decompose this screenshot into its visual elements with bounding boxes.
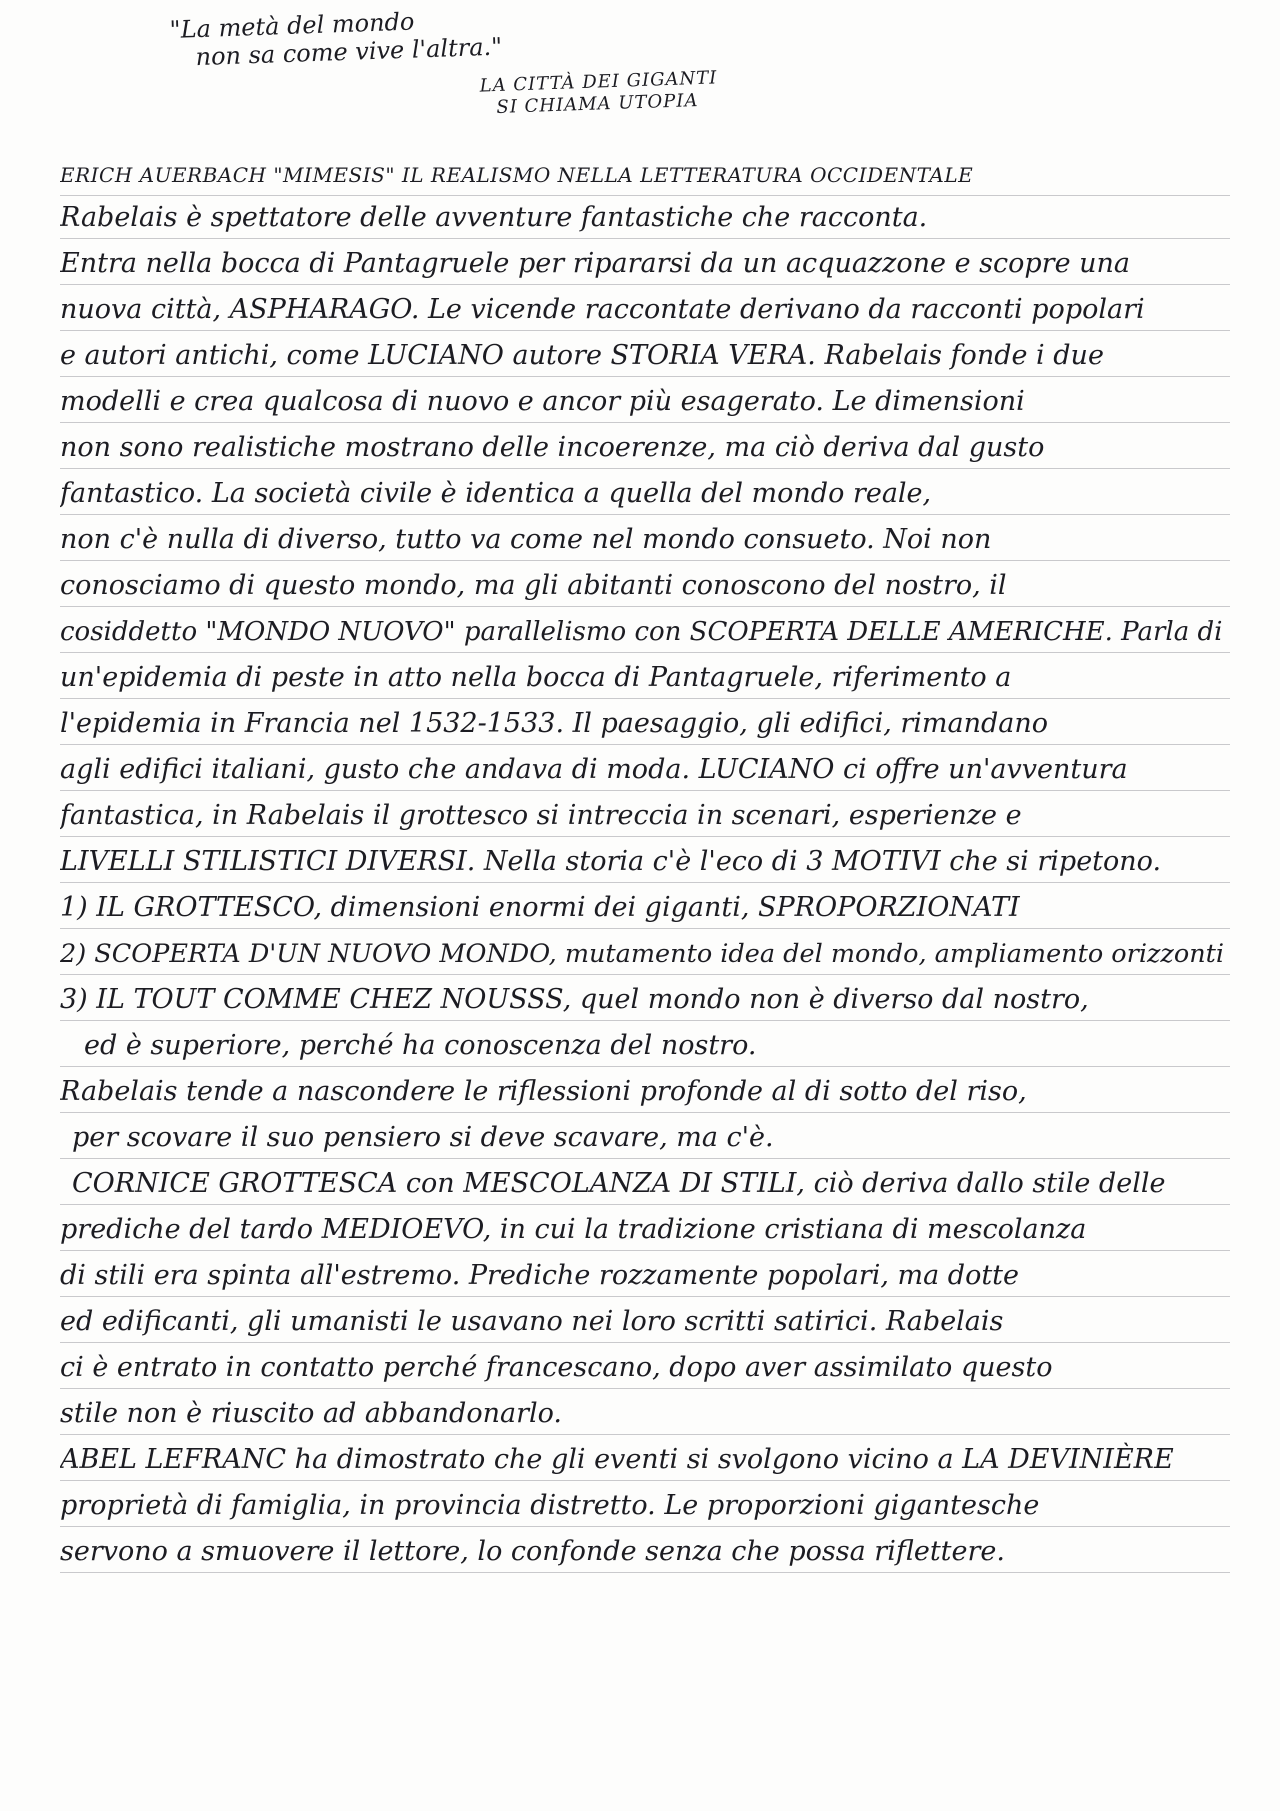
- text-line: Rabelais è spettatore delle avventure fantastiche che racconta.: [60, 198, 1230, 239]
- text-line: stile non è riuscito ad abbandonarlo.: [60, 1394, 1230, 1435]
- text-line: proprietà di famiglia, in provincia distretto. Le proporzioni gigantesche: [60, 1486, 1230, 1527]
- text-line: un'epidemia di peste in atto nella bocca di Pantagruele, riferimento a: [60, 658, 1230, 699]
- text-line: ABEL LEFRANC ha dimostrato che gli eventi si svolgono vicino a LA DEVINIÈRE: [60, 1440, 1230, 1481]
- text-line: cosiddetto "MONDO NUOVO" parallelismo con SCOPERTA DELLE AMERICHE. Parla di: [60, 612, 1230, 653]
- text-line: ed è superiore, perché ha conoscenza del nostro.: [60, 1026, 1230, 1067]
- text-line: Entra nella bocca di Pantagruele per ripararsi da un acquazzone e scopre una: [60, 244, 1230, 285]
- text-line: l'epidemia in Francia nel 1532-1533. Il paesaggio, gli edifici, rimandano: [60, 704, 1230, 745]
- heading-line: ERICH AUERBACH "MIMESIS" IL REALISMO NELLA LETTERATURA OCCIDENTALE: [60, 155, 1230, 196]
- epigraph-quote: [169, 0, 631, 72]
- list-item-1: 1) IL GROTTESCO, dimensioni enormi dei giganti, SPROPORZIONATI: [60, 888, 1230, 929]
- text-line: non c'è nulla di diverso, tutto va come nel mondo consueto. Noi non: [60, 520, 1230, 561]
- text-line: prediche del tardo MEDIOEVO, in cui la tradizione cristiana di mescolanza: [60, 1210, 1230, 1251]
- text-line: ed edificanti, gli umanisti le usavano nei loro scritti satirici. Rabelais: [60, 1302, 1230, 1343]
- text-line: di stili era spinta all'estremo. Prediche rozzamente popolari, ma dotte: [60, 1256, 1230, 1297]
- text-line: ci è entrato in contatto perché francescano, dopo aver assimilato questo: [60, 1348, 1230, 1389]
- quote-line-1: "La metà del mondo: [169, 7, 415, 45]
- text-line: conosciamo di questo mondo, ma gli abitanti conoscono del nostro, il: [60, 566, 1230, 607]
- title-line-2: SI CHIAMA UTOPIA: [496, 89, 699, 119]
- text-line: e autori antichi, come LUCIANO autore STORIA VERA. Rabelais fonde i due: [60, 336, 1230, 377]
- quote-line-2: non sa come vive l'altra.": [195, 32, 503, 72]
- list-item-3: 3) IL TOUT COMME CHEZ NOUSSS, quel mondo non è diverso dal nostro,: [60, 980, 1230, 1021]
- title-line-1: LA CITTÀ DEI GIGANTI: [479, 67, 718, 97]
- list-item-2: 2) SCOPERTA D'UN NUOVO MONDO, mutamento idea del mondo, ampliamento orizzonti: [60, 934, 1230, 975]
- text-line: CORNICE GROTTESCA con MESCOLANZA DI STILI, ciò deriva dallo stile delle: [60, 1164, 1230, 1205]
- text-line: modelli e crea qualcosa di nuovo e ancor più esagerato. Le dimensioni: [60, 382, 1230, 423]
- text-line: fantastico. La società civile è identica a quella del mondo reale,: [60, 474, 1230, 515]
- page-title: [479, 64, 800, 119]
- text-line: agli edifici italiani, gusto che andava di moda. LUCIANO ci offre un'avventura: [60, 750, 1230, 791]
- text-line: servono a smuovere il lettore, lo confonde senza che possa riflettere.: [60, 1532, 1230, 1573]
- text-line: fantastica, in Rabelais il grottesco si intreccia in scenari, esperienze e: [60, 796, 1230, 837]
- text-line: non sono realistiche mostrano delle incoerenze, ma ciò deriva dal gusto: [60, 428, 1230, 469]
- text-line: nuova città, ASPHARAGO. Le vicende raccontate derivano da racconti popolari: [60, 290, 1230, 331]
- text-line: LIVELLI STILISTICI DIVERSI. Nella storia c'è l'eco di 3 MOTIVI che si ripetono.: [60, 842, 1230, 883]
- text-line: per scovare il suo pensiero si deve scavare, ma c'è.: [60, 1118, 1230, 1159]
- text-line: Rabelais tende a nascondere le riflessioni profonde al di sotto del riso,: [60, 1072, 1230, 1113]
